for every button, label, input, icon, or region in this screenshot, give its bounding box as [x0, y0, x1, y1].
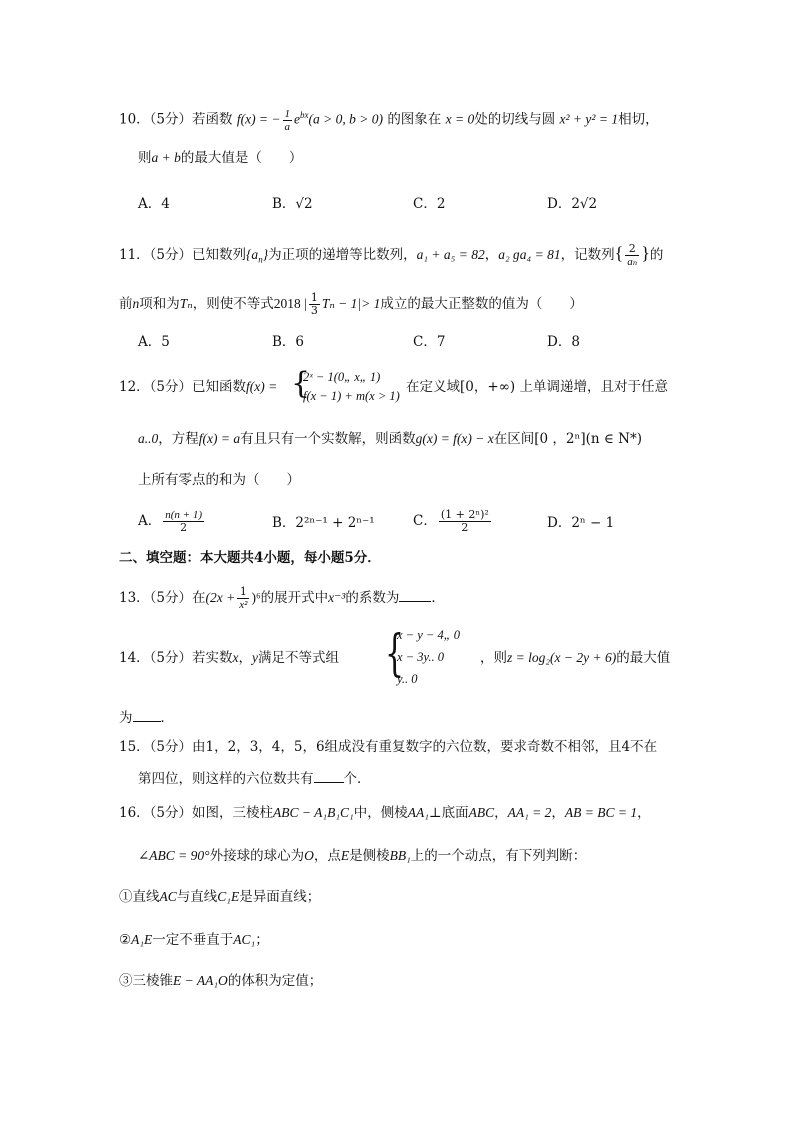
q16-O: O	[304, 848, 314, 863]
q10-sum: a + b	[151, 150, 181, 165]
section-heading: 二、填空题：本大题共4小题，每小题5分．	[119, 550, 381, 566]
q11-line2-b: 项和为	[139, 296, 180, 312]
q14-constraint-3: y.. 0	[397, 672, 418, 686]
q12-line3: 上所有零点的和为（ ）	[138, 472, 300, 488]
q12-g: g(x) = f(x) − x	[415, 431, 494, 446]
q10-option-c: C．2	[413, 196, 446, 212]
q16-line2	[138, 847, 586, 865]
q12-number: 12．（5分）已知函数	[119, 379, 247, 395]
q11-option-a: A．5	[138, 334, 170, 350]
q13-line	[119, 586, 445, 611]
q11-option-d: D．8	[547, 334, 580, 350]
q10-circle: x² + y² = 1	[559, 111, 619, 127]
q14-y: y	[252, 650, 259, 665]
q11-fraction	[625, 243, 639, 268]
q16-abc: ABC	[468, 805, 495, 820]
q10-number: 10．（5分）若函数	[119, 111, 233, 128]
q10-x0: x = 0	[445, 111, 475, 127]
q12-func: f(x) =	[246, 379, 278, 394]
q16-judgement-3	[119, 972, 322, 990]
q16-j1-c: 是异面直线；	[239, 889, 321, 905]
q14-line2	[119, 708, 174, 727]
q10-line2-c: 的最大值是（ ）	[180, 150, 303, 166]
q14-constraint-2: x − 3y.. 0	[397, 650, 444, 664]
q10-exp: e	[294, 111, 301, 127]
q11-n: n	[132, 296, 140, 311]
q13-frac-num: 1	[237, 586, 249, 599]
q14-line2-end: ．	[160, 710, 174, 726]
q11-line2-c: ，则使不等式	[192, 296, 274, 312]
q16-angle: ∠ABC = 90°	[138, 848, 210, 863]
q10-line2	[138, 149, 302, 167]
q13-b: 的展开式中	[260, 590, 329, 606]
q12-option-a-num: n(n + 1)	[165, 509, 202, 521]
q11-ineq-den: 3	[310, 304, 318, 317]
q12-option-c-den: 2	[461, 521, 469, 534]
q13-frac	[237, 586, 249, 611]
q16-j2-c: ；	[255, 932, 269, 948]
q16-j3-e: E − AA₁O	[173, 973, 228, 988]
q13-c: 的系数为	[345, 590, 400, 606]
q10-mid2: 处的切线与圆	[474, 111, 556, 128]
q16-j1-a: ①直线	[119, 889, 160, 905]
q10-func: f(x) = −	[236, 111, 281, 127]
q16-j2-a: ②	[119, 932, 132, 948]
q15-line2	[138, 769, 371, 788]
q11-line2	[119, 292, 583, 317]
q13-expr-a: (2x +	[205, 590, 236, 605]
q16-j3-a: ③三棱锥	[119, 973, 173, 989]
q14-line2: 为	[119, 710, 133, 726]
q12-line1	[119, 378, 277, 396]
q16-prism: ABC − A₁B₁C₁	[273, 805, 354, 820]
q16-j2-b: 一定不垂直于	[152, 932, 234, 948]
q12-option-c-num: (1 + 2ⁿ)²	[440, 508, 489, 521]
q12-option-c-frac	[439, 509, 491, 534]
q14-a: 14．（5分）若实数	[119, 650, 233, 666]
q14-line1-tail	[480, 649, 670, 667]
q11-ineq-b: Tₙ − 1|> 1	[321, 296, 381, 311]
q10-option-a: A．4	[138, 196, 170, 212]
q11-T: Tₙ	[179, 296, 193, 311]
q13-answer-blank	[399, 588, 431, 602]
q16-f: ，	[637, 805, 651, 821]
q12-line2-b: ，方程	[158, 431, 199, 447]
q16-j1-b: 与直线	[176, 889, 218, 905]
q12-line2-d: 在区间[0 ，2ⁿ](n ∈ N*)	[493, 431, 642, 447]
q10-frac-den: a	[284, 120, 291, 133]
q16-b: 中，侧棱	[353, 805, 408, 821]
q16-e: ，	[551, 805, 565, 821]
q11-seq-end: }	[262, 247, 269, 262]
q16-aa1eq: AA₁ = 2	[507, 805, 552, 820]
q12-option-c	[413, 509, 493, 534]
q14-c: ，则	[480, 650, 507, 666]
q16-line2-b: 外接球的球心为	[209, 848, 305, 864]
q11-option-b: B．6	[272, 334, 305, 350]
q11-eq1: a₁ + a₅ = 82	[416, 247, 485, 262]
q14-x: x	[232, 650, 239, 665]
q12-case1: 2ˣ − 1(0„ x„ 1)	[303, 370, 381, 384]
q16-c: ⊥底面	[428, 805, 469, 821]
q11-comma: ，	[484, 247, 499, 263]
q10-frac-num: 1	[284, 107, 291, 120]
q16-line2-c: ，点	[313, 848, 341, 864]
q11-frac-num: 2	[625, 243, 639, 256]
q12-option-a	[138, 509, 206, 534]
q11-ineq-a: 2018 |	[273, 296, 307, 311]
q14-line1	[119, 649, 339, 667]
q10-exp-sup: bx	[300, 110, 309, 120]
q14-d: 的最大值	[616, 650, 671, 666]
q11-mid: 为正项的递增等比数列，	[268, 247, 417, 263]
q10-tail: 相切，	[618, 111, 659, 128]
q16-j1-c1e: C₁E	[217, 889, 240, 904]
q10-fraction	[283, 108, 293, 133]
q16-d: ，	[494, 805, 508, 821]
q11-eq2: a₂ ɡa₄ = 81	[498, 247, 561, 262]
q10-option-b: B．√2	[272, 196, 313, 212]
q11-tail: 的	[649, 247, 664, 263]
q12-brace: {	[291, 366, 311, 401]
q12-option-d: D．2ⁿ − 1	[547, 515, 615, 531]
q11-mid2: ，记数列	[560, 247, 615, 263]
q13-frac-den: x²	[239, 599, 248, 611]
q16-a: 16．（5分）如图，三棱柱	[119, 805, 274, 821]
q16-bb1: BB₁	[389, 848, 411, 863]
q12-eq: f(x) = a	[198, 431, 241, 446]
q14-comma: ，	[238, 650, 253, 666]
q14-b: 满足不等式组	[258, 650, 340, 666]
q11-line2-d: 成立的最大正整数的值为（ ）	[380, 296, 583, 312]
q13-expr-b: )⁶	[251, 590, 261, 605]
q11-seq: {a	[246, 247, 259, 262]
q12-line2	[138, 430, 642, 448]
q11-ineq-num: 1	[310, 291, 318, 304]
q13-term: x⁻³	[328, 590, 346, 605]
q15-line1: 15．（5分）由1，2，3，4，5，6组成没有重复数字的六位数，要求奇数不相邻，且4不在	[119, 739, 658, 755]
q15-answer-blank	[314, 769, 344, 783]
q10-cond: (a > 0, b > 0)	[308, 111, 384, 127]
q14-answer-blank	[133, 708, 161, 722]
q14-z: z = log₂(x − 2y + 6)	[507, 650, 617, 665]
q12-tail: 在定义域[0，+∞) 上单调递增，且对于任意	[406, 379, 668, 395]
q16-E: E	[340, 848, 350, 863]
q13-d: ．	[431, 590, 445, 606]
q11-option-c: C．7	[413, 334, 446, 350]
q16-j1-ac: AC	[159, 889, 177, 904]
q11-frac-den: aₙ	[627, 256, 638, 268]
q11-number: 11．（5分）已知数列	[119, 247, 247, 263]
q11-line1: 11．（5分）已知数列$\{a_n\}$为正项的递增等比数列，a₁ + a₅ = 82，a₂ ɡa₄ = 81，记数列{ $\frac{2}{\text{aₙ}}$ }的	[119, 242, 664, 268]
q16-j2-ac1: AC₁	[233, 932, 256, 947]
q12-option-c-label: C．	[413, 513, 437, 529]
q14-brace: {	[385, 624, 405, 682]
q16-line2-d: 是侧棱	[349, 848, 390, 864]
q16-j3-b: 的体积为定值；	[227, 973, 323, 989]
q15-line2-b: 个．	[343, 771, 371, 787]
q12-a: a..0	[138, 431, 159, 446]
q12-option-a-den: 2	[180, 521, 188, 534]
q16-line2-e: 上的一个动点，有下列判断：	[410, 848, 587, 864]
q16-line1	[119, 804, 651, 822]
q12-line2-c: 有且只有一个实数解，则函数	[240, 431, 416, 447]
q14-constraint-1: x − y − 4„ 0	[397, 628, 461, 642]
q10-mid: 的图象在	[387, 111, 442, 128]
q10-option-d: D．2√2	[547, 196, 598, 212]
q10-line1	[119, 106, 659, 133]
q12-option-b: B．2²ⁿ⁻¹ + 2ⁿ⁻¹	[272, 515, 375, 531]
q11-line2-a: 前	[119, 296, 133, 312]
q10-line2-a: 则	[138, 150, 152, 166]
q16-abeq: AB = BC = 1	[564, 805, 638, 820]
q16-aa1: AA₁	[407, 805, 429, 820]
q16-judgement-2	[119, 931, 269, 949]
q16-judgement-1	[119, 888, 320, 906]
q13-a: 13．（5分）在	[119, 590, 206, 606]
q11-ineq-frac	[309, 292, 320, 317]
q11-seq-sub: n	[258, 254, 263, 265]
q15-line2-a: 第四位，则这样的六位数共有	[138, 771, 314, 787]
q12-option-a-label: A．	[138, 513, 162, 529]
q12-option-a-frac	[163, 509, 204, 534]
q12-case2: f(x − 1) + m(x > 1)	[303, 389, 400, 403]
q16-j2-a1e: A₁E	[131, 932, 153, 947]
